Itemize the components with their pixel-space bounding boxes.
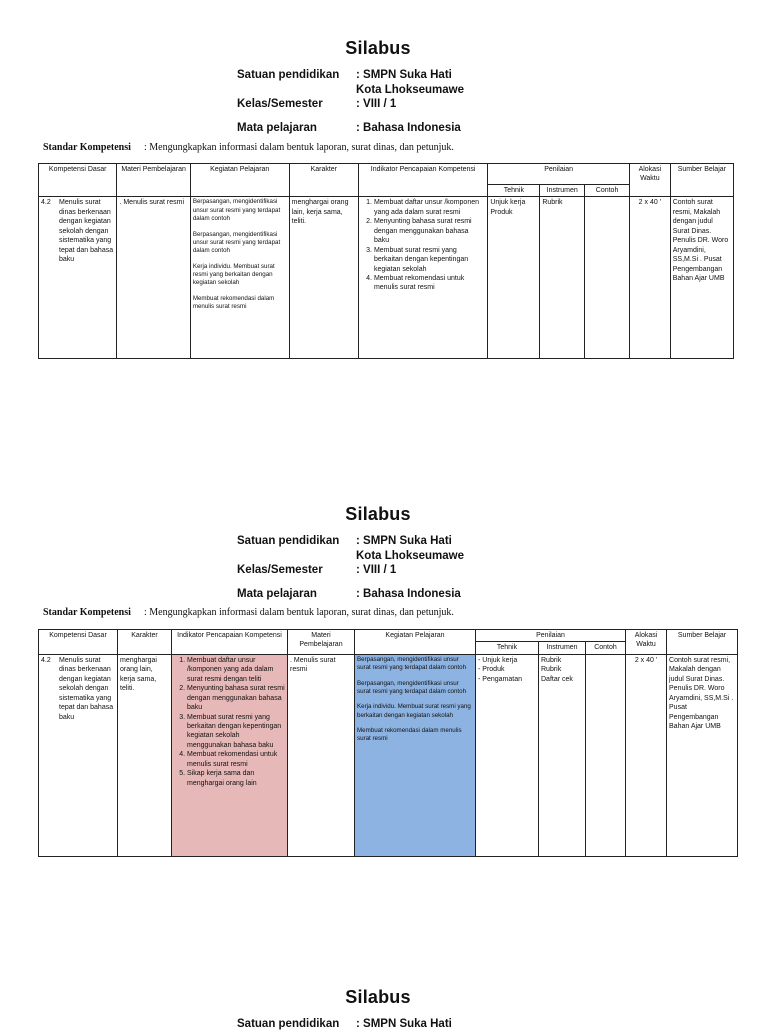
mapel-label: Mata pelajaran xyxy=(237,588,317,600)
indikator-cell xyxy=(172,654,288,856)
sumber-cell: Contoh surat resmi, Makalah dengan judul Surat Dinas. Penulis DR. Woro Aryamdini, SS,M.Si . Pusat Pengembangan Bahan Ajar UMB xyxy=(670,197,733,359)
standar-kompetensi-label: Standar Kompetensi xyxy=(43,142,131,153)
kegiatan-item: Kerja individu. Membuat surat resmi yang berkaitan dengan kegiatan sekolah xyxy=(357,703,471,719)
teknik-item: - Produk xyxy=(478,665,536,674)
header-indikator: Indikator Pencapaian Kompetensi xyxy=(172,630,288,655)
indikator-item: 1. Membuat daftar unsur /komponen yang ada dalam surat resmi xyxy=(374,198,485,217)
page-title: Silabus xyxy=(345,987,411,1007)
header-contoh: Contoh xyxy=(585,185,630,197)
header-penilaian: Penilaian xyxy=(476,630,626,642)
header-karakter: Karakter xyxy=(118,630,172,655)
header-contoh: Contoh xyxy=(586,642,626,654)
indikator-item: 4. Membuat rekomendasi untuk menulis surat resmi xyxy=(187,750,285,769)
standar-kompetensi-value: : Mengungkapkan informasi dalam bentuk laporan, surat dinas, dan petunjuk. xyxy=(144,607,454,618)
satuan-label: Satuan pendidikan xyxy=(237,1018,340,1030)
instrumen-item: Daftar cek xyxy=(541,675,573,683)
kegiatan-cell xyxy=(355,654,476,856)
header-instrumen: Instrumen xyxy=(540,185,585,197)
header-sumber: Sumber Belajar xyxy=(670,164,733,197)
header-alokasi: Alokasi Waktu xyxy=(626,630,667,655)
header-kegiatan: Kegiatan Pelajaran xyxy=(355,630,476,655)
standar-kompetensi-value: : Mengungkapkan informasi dalam bentuk laporan, surat dinas, dan petunjuk. xyxy=(144,142,454,153)
satuan-label: Satuan pendidikan xyxy=(237,69,340,81)
satuan-value: : SMPN Suka Hati xyxy=(356,535,452,547)
mapel-label: Mata pelajaran xyxy=(237,122,317,134)
contoh-cell xyxy=(585,197,630,359)
header-teknik: Tehnik xyxy=(488,185,540,197)
header-indikator: Indikator Pencapaian Kompetensi xyxy=(358,164,487,197)
instrumen-cell: Rubrik xyxy=(540,197,585,359)
mapel-value: : Bahasa Indonesia xyxy=(356,588,461,600)
header-materi: Materi Pembelajaran xyxy=(288,630,355,655)
header-sumber: Sumber Belajar xyxy=(667,630,738,655)
indikator-item: 2. Menyunting bahasa surat resmi dengan menggunakan bahasa baku xyxy=(187,684,285,712)
indikator-item: 3. Membuat surat resmi yang berkaitan dengan kepentingan kegiatan sekolah xyxy=(374,246,485,274)
karakter-cell: menghargai orang lain, kerja sama, teliti. xyxy=(118,654,172,856)
sumber-cell: Contoh surat resmi, Makalah dengan judul Surat Dinas. Penulis DR. Woro Aryamdini, SS,M.Si . Pusat Pengembangan Bahan Ajar UMB xyxy=(667,654,738,856)
kelas-label: Kelas/Semester xyxy=(237,98,323,110)
indikator-item: 1. Membuat daftar unsur /komponen yang ada dalam surat resmi dengan teliti xyxy=(187,656,285,684)
kegiatan-item: Berpasangan, mengidentifikasi unsur surat resmi yang terdapat dalam contoh xyxy=(357,655,467,672)
syllabus-table-2 xyxy=(38,629,738,857)
karakter-cell: menghargai orang lain, kerja sama, teliti. xyxy=(289,197,358,359)
mapel-value: : Bahasa Indonesia xyxy=(356,122,461,134)
instrumen-cell xyxy=(539,654,586,856)
kelas-value: : VIII / 1 xyxy=(356,98,397,110)
header-alokasi: Alokasi Waktu xyxy=(629,164,670,197)
kegiatan-item: Membuat rekomendasi dalam menulis surat resmi xyxy=(192,294,275,311)
header-instrumen: Instrumen xyxy=(539,642,586,654)
header-karakter: Karakter xyxy=(289,164,358,197)
indikator-cell xyxy=(358,197,487,359)
teknik-cell: Unjuk kerja Produk xyxy=(488,197,540,359)
kd-number: 4.2 xyxy=(41,199,51,207)
contoh-cell xyxy=(586,654,626,856)
kegiatan-cell xyxy=(190,197,289,359)
satuan-value-2: Kota Lhokseumawe xyxy=(356,84,464,96)
satuan-value: : SMPN Suka Hati xyxy=(356,1018,452,1030)
satuan-label: Satuan pendidikan xyxy=(237,535,340,547)
page-title: Silabus xyxy=(345,504,411,524)
header-kegiatan: Kegiatan Pelajaran xyxy=(190,164,289,197)
kd-cell xyxy=(39,654,118,856)
indikator-item: 4. Membuat rekomendasi untuk menulis surat resmi xyxy=(374,274,485,293)
alokasi-cell: 2 x 40 ' xyxy=(626,654,667,856)
indikator-item: 2. Menyunting bahasa surat resmi dengan menggunakan bahasa baku xyxy=(374,217,485,245)
materi-cell: . Menulis surat resmi xyxy=(117,197,190,359)
table-row xyxy=(39,197,734,359)
teknik-item: - Pengamatan xyxy=(478,675,536,684)
kegiatan-item: Berpasangan, mengidentifikasi unsur surat resmi yang terdapat dalam contoh xyxy=(192,230,281,255)
instrumen-item: Rubrik xyxy=(541,656,562,664)
kelas-value: : VIII / 1 xyxy=(356,564,397,576)
standar-kompetensi-label: Standar Kompetensi xyxy=(43,607,131,618)
page-title: Silabus xyxy=(345,38,411,58)
indikator-item: 3. Membuat surat resmi yang berkaitan dengan kepentingan kegiatan sekolah menggunakan bahasa baku xyxy=(187,713,285,751)
header-materi: Materi Pembelajaran xyxy=(117,164,190,197)
header-kompetensi-dasar: Kompetensi Dasar xyxy=(39,164,117,197)
kd-number: 4.2 xyxy=(41,656,51,664)
syllabus-table-1 xyxy=(38,163,734,359)
indikator-item: 5. Sikap kerja sama dan menghargai orang lain xyxy=(187,769,285,788)
table-row xyxy=(39,654,738,856)
header-penilaian: Penilaian xyxy=(488,164,630,185)
kd-text: Menulis surat dinas berkenaan dengan kegiatan sekolah dengan sistematika yang tepat dan bahasa baku xyxy=(59,656,114,721)
kd-text: Menulis surat dinas berkenaan dengan kegiatan sekolah dengan sistematika yang tepat dan bahasa baku xyxy=(59,199,114,264)
header-teknik: Tehnik xyxy=(476,642,539,654)
kd-cell xyxy=(39,197,117,359)
header-kompetensi-dasar: Kompetensi Dasar xyxy=(39,630,118,655)
instrumen-item: Rubrik xyxy=(541,666,562,674)
alokasi-cell: 2 x 40 ' xyxy=(629,197,670,359)
kegiatan-item: Membuat rekomendasi dalam menulis surat resmi xyxy=(357,727,462,743)
kegiatan-item: Berpasangan, mengidentifikasi unsur surat resmi yang terdapat dalam contoh xyxy=(357,679,467,695)
kelas-label: Kelas/Semester xyxy=(237,564,323,576)
teknik-item: - Unjuk kerja xyxy=(478,656,536,665)
satuan-value: : SMPN Suka Hati xyxy=(356,69,452,81)
teknik-cell xyxy=(476,654,539,856)
kegiatan-item: Berpasangan, mengidentifikasi unsur surat resmi yang terdapat dalam contoh xyxy=(192,198,281,223)
kegiatan-item: Kerja individu. Membuat surat resmi yang berkaitan dengan kegiatan sekolah xyxy=(192,262,275,287)
satuan-value-2: Kota Lhokseumawe xyxy=(356,550,464,562)
materi-cell: . Menulis surat resmi xyxy=(288,654,355,856)
